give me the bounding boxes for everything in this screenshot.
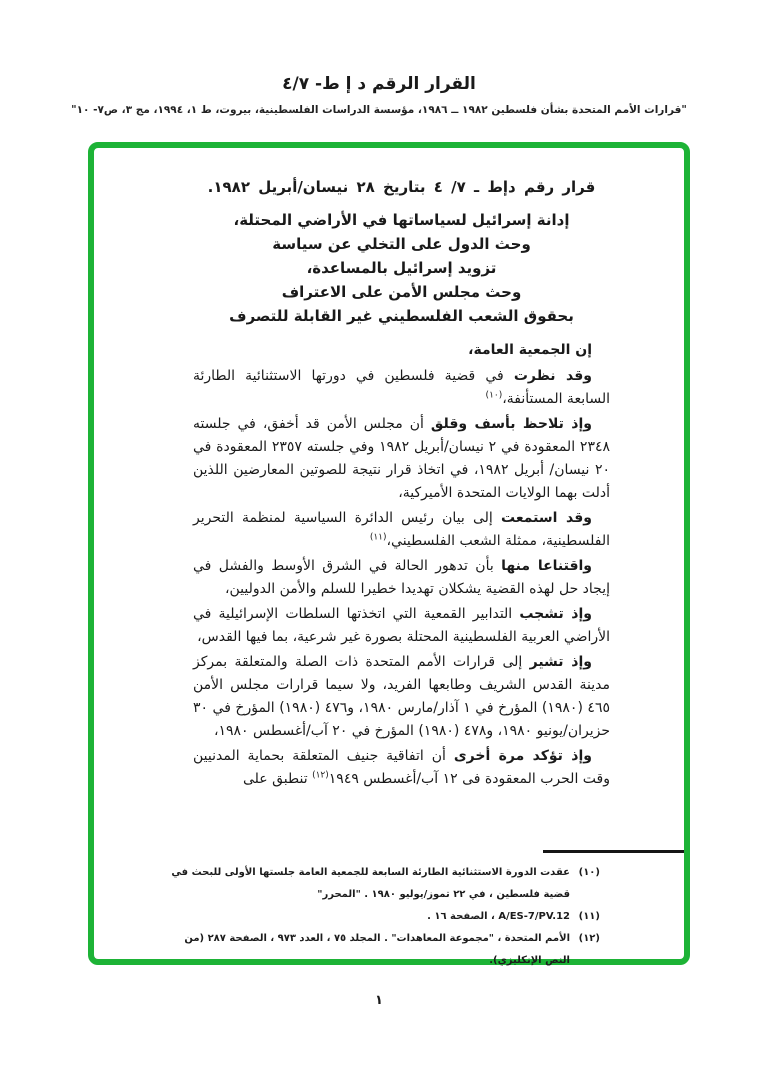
footnote-number: (١١): [578, 911, 600, 922]
paragraph-lead-phrase: وإذ تلاحظ بأسف وقلق: [430, 416, 592, 432]
body-paragraph: [193, 651, 610, 743]
resolution-title-line: إدانة إسرائيل لسياساتها في الأراضي المحتلة،: [233, 211, 570, 229]
body-paragraph: [193, 555, 610, 601]
footnote-separator: [543, 850, 684, 853]
paragraph-text: إلى قرارات الأمم المتحدة ذات الصلة والمتعلقة بمركز مدينة القدس الشريف وطابعها الفريد، ولا سيما قرارات مجلس الأمن ٤٦٥ (١٩٨٠) المؤرخ في ١ آذار/مارس ١٩٨٠، و٤٧٦ (١٩٨٠) المؤرخ في ٣٠ حزيران/يونيو ١٩٨٠، و٤٧٨ (١٩٨٠) المؤرخ في ٢٠ آب/أغسطس ١٩٨٠،: [193, 654, 610, 739]
footnote-list: [94, 862, 684, 972]
body-paragraph: [193, 745, 610, 791]
paragraph-text: أن مجلس الأمن قد أخفق، في جلسته ٢٣٤٨ المعقودة في ٢ نيسان/أبريل ١٩٨٢ وفي جلسته ٢٣٥٧ المعقودة في ٢٠ نيسان/ أبريل ١٩٨٢، في اتخاذ قرار نتيجة للصوتين المعارضين اللذين أدلت بهما الولايات المتحدة الأميركية،: [193, 416, 610, 501]
footnote-reference: (١٠): [485, 390, 503, 401]
page-header: [0, 74, 758, 116]
paragraph-text: في قضية فلسطين في دورتها الاستثنائية الطارئة السابعة المستأنفة،: [193, 368, 610, 407]
paragraph-lead-phrase: واقتناعا منها: [501, 558, 592, 574]
resolution-intro-line: قرار رقم دإط ـ ٧/ ٤ بتاريخ ٢٨ نيسان/أبريل ١٩٨٢.: [207, 178, 596, 196]
footnote-text: الأمم المتحدة ، "مجموعة المعاهدات" . المجلد ٧٥ ، العدد ٩٧٣ ، الصفحة ٢٨٧ (من النص الإنكليزي).: [184, 933, 570, 966]
body-paragraph: [193, 603, 610, 649]
body-paragraph: [193, 413, 610, 505]
footnotes-section: [94, 850, 684, 972]
resolution-title-line: تزويد إسرائيل بالمساعدة،: [306, 259, 497, 277]
paragraph-lead-phrase: وإذ تؤكد مرة أخرى: [453, 748, 592, 764]
footnote-item: [167, 862, 600, 906]
resolution-title-line: بحقوق الشعب الفلسطيني غير القابلة للتصرف: [229, 307, 574, 325]
paragraph-text: إلى بيان رئيس الدائرة السياسية لمنظمة التحرير الفلسطينية، ممثلة الشعب الفلسطيني،: [193, 510, 610, 549]
resolution-title-block: [193, 208, 610, 328]
green-border-frame: [88, 142, 690, 965]
footnote-text: عقدت الدورة الاستثنائية الطارئة السابعة للجمعية العامة جلستها الأولى للبحث في قضية فلسطين ، في ٢٢ تموز/يوليو ١٩٨٠ . "المحرر": [171, 867, 570, 900]
resolution-title-line: وحث الدول على التخلي عن سياسة: [272, 235, 531, 253]
body-paragraph: [193, 507, 610, 553]
resolution-body: [193, 148, 610, 793]
resolution-title-line: وحث مجلس الأمن على الاعتراف: [281, 283, 522, 301]
paragraph-text: بأن تدهور الحالة في الشرق الأوسط والفشل في إيجاد حل لهذه القضية يشكلان تهديدا خطيرا للسلم والأمن الدوليين،: [193, 558, 610, 597]
paragraph-text: تنطبق على: [243, 771, 313, 787]
footnote-text: A/ES-7/PV.12 ، الصفحة ١٦ .: [427, 911, 570, 922]
resolution-number-heading: القرار الرقم د إ ط- ٤/٧: [282, 74, 476, 94]
paragraph-text: التدابير القمعية التي اتخذتها السلطات الإسرائيلية في الأراضي العربية الفلسطينية المحتلة بصورة غير شرعية، بما فيها القدس،: [193, 606, 610, 645]
paragraph-lead-phrase: وإذ تشجب: [519, 606, 592, 622]
footnote-item: [167, 906, 600, 928]
preamble-paragraphs: [193, 365, 610, 791]
footnote-number: (١٠): [578, 867, 600, 878]
source-citation: "قرارات الأمم المتحدة بشأن فلسطين ١٩٨٢ ــ ١٩٨٦، مؤسسة الدراسات الفلسطينية، بيروت، ط ١، ١٩٩٤، مج ٣، ص٧- ١٠": [71, 104, 687, 116]
opening-line: إن الجمعية العامة،: [468, 342, 592, 358]
paragraph-lead-phrase: وإذ تشير: [529, 654, 592, 670]
footnote-item: [167, 928, 600, 972]
paragraph-lead-phrase: وقد نظرت: [513, 368, 592, 384]
paragraph-text: أن اتفاقية جنيف المتعلقة بحماية المدنيين وقت الحرب المعقودة فى ١٢ آب/أغسطس ١٩٤٩: [193, 748, 610, 787]
paragraph-lead-phrase: وقد استمعت: [501, 510, 592, 526]
page-number: ١: [375, 993, 383, 1008]
footnote-reference: (١١): [369, 532, 387, 543]
footnote-reference: (١٢): [312, 770, 329, 781]
body-paragraph: [193, 365, 610, 411]
footnote-number: (١٢): [578, 933, 600, 944]
